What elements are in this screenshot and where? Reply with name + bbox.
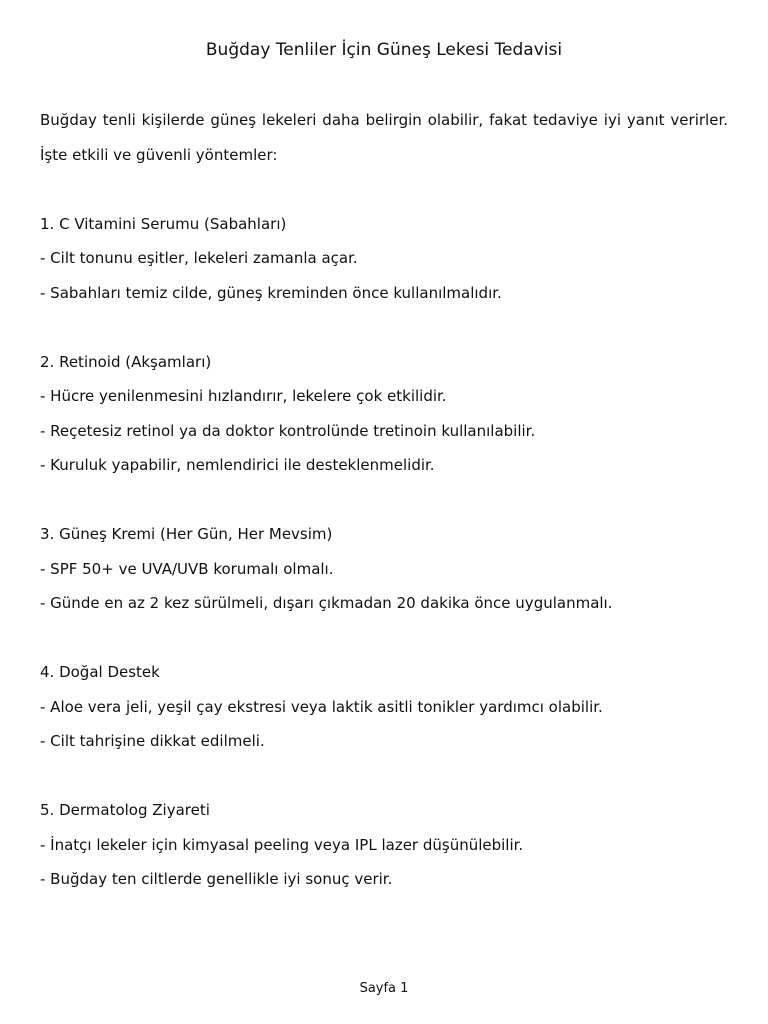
section-sunscreen: [40, 517, 728, 621]
list-item: - Kuruluk yapabilir, nemlendirici ile desteklenmelidir.: [40, 456, 435, 474]
list-item: - Günde en az 2 kez sürülmeli, dışarı çıkmadan 20 dakika önce uygulanmalı.: [40, 594, 613, 612]
document-title: Buğday Tenliler İçin Güneş Lekesi Tedavisi: [205, 40, 563, 60]
list-item: - Cilt tonunu eşitler, lekeleri zamanla açar.: [40, 249, 358, 267]
list-item: - Sabahları temiz cilde, güneş kreminden önce kullanılmalıdır.: [40, 283, 502, 302]
list-item: - Cilt tahrişine dikkat edilmeli.: [40, 732, 265, 750]
section-heading: 4. Doğal Destek: [40, 663, 160, 681]
list-item: - Buğday ten ciltlerde genellikle iyi sonuç verir.: [40, 870, 393, 888]
list-item: - Hücre yenilenmesini hızlandırır, lekelere çok etkilidir.: [40, 387, 447, 405]
list-item: - SPF 50+ ve UVA/UVB korumalı olmalı.: [40, 559, 334, 578]
list-item: - Reçetesiz retinol ya da doktor kontrolünde tretinoin kullanılabilir.: [40, 421, 536, 440]
section-heading: 2. Retinoid (Akşamları): [40, 352, 212, 371]
section-dermatologist: [40, 793, 728, 897]
section-heading: 3. Güneş Kremi (Her Gün, Her Mevsim): [40, 525, 333, 543]
section-retinoid: [40, 345, 728, 483]
section-heading: 5. Dermatolog Ziyareti: [40, 801, 210, 819]
intro-paragraph: Buğday tenli kişilerde güneş lekeleri daha belirgin olabilir, fakat tedaviye iyi yanıt verirler. İşte etkili ve güvenli yöntemler:: [40, 111, 728, 164]
page-number: Sayfa 1: [359, 981, 409, 996]
list-item: - İnatçı lekeler için kimyasal peeling veya IPL lazer düşünülebilir.: [40, 835, 524, 854]
section-heading: 1. C Vitamini Serumu (Sabahları): [40, 214, 287, 233]
list-item: - Aloe vera jeli, yeşil çay ekstresi veya laktik asitli tonikler yardımcı olabilir.: [40, 697, 603, 716]
section-vitamin-c: [40, 207, 728, 311]
document-body: [40, 103, 728, 897]
section-natural-support: [40, 655, 728, 759]
